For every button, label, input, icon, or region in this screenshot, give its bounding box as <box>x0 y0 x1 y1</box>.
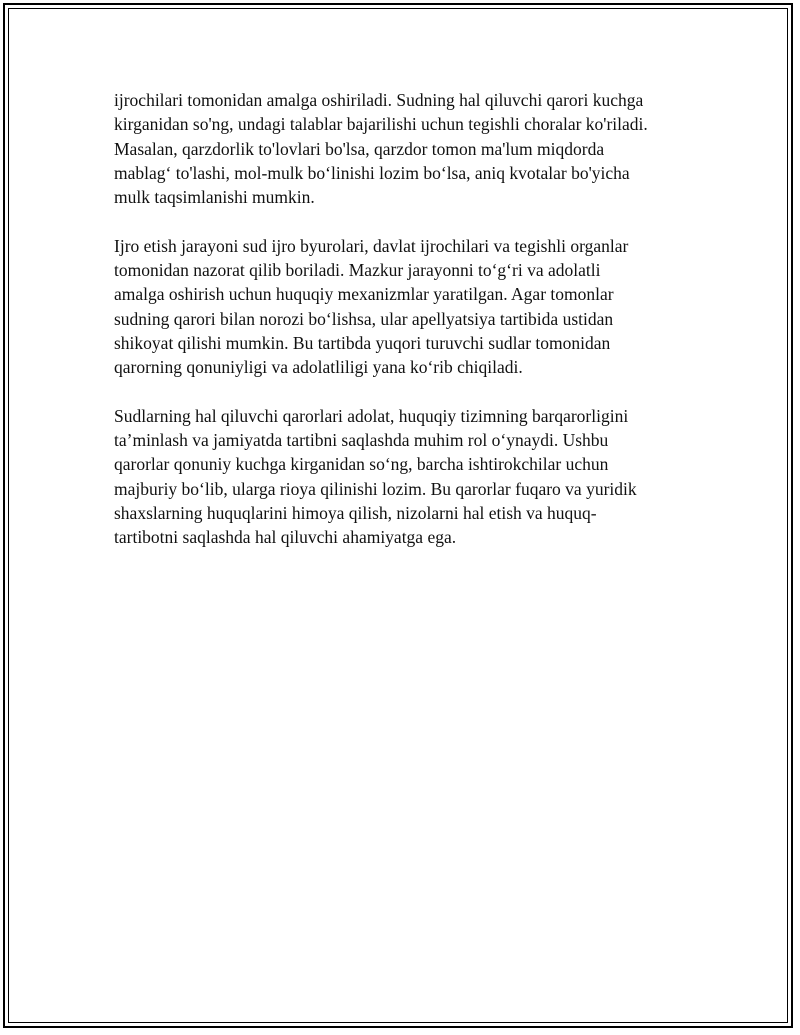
text-line: qarorning qonuniyligi va adolatliligi yana ko‘rib chiqiladi. <box>114 357 523 378</box>
text-line: kirganidan so'ng, undagi talablar bajarilishi uchun tegishli choralar ko'riladi. <box>114 114 648 135</box>
paragraph-3 <box>114 404 704 550</box>
text-line: tartibotni saqlashda hal qiluvchi ahamiyatga ega. <box>114 527 457 548</box>
document-body <box>114 88 704 574</box>
text-line: mulk taqsimlanishi mumkin. <box>114 187 315 208</box>
text-line: Sudlarning hal qiluvchi qarorlari adolat, huquqiy tizimning barqarorligini <box>114 405 629 426</box>
text-line: shikoyat qilishi mumkin. Bu tartibda yuqori turuvchi sudlar tomonidan <box>114 332 611 353</box>
text-line: Ijro etish jarayoni sud ijro byurolari, davlat ijrochilari va tegishli organlar <box>114 235 629 256</box>
text-line: qarorlar qonuniy kuchga kirganidan so‘ng, barcha ishtirokchilar uchun <box>114 454 609 475</box>
text-line: majburiy bo‘lib, ularga rioya qilinishi lozim. Bu qarorlar fuqaro va yuridik <box>114 478 637 499</box>
text-line: ta’minlash va jamiyatda tartibni saqlashda muhim rol o‘ynaydi. Ushbu <box>114 430 609 451</box>
text-line: shaxslarning huquqlarini himoya qilish, nizolarni hal etish va huquq- <box>114 503 597 524</box>
text-line: sudning qarori bilan norozi bo‘lishsa, ular apellyatsiya tartibida ustidan <box>114 308 614 329</box>
text-line: amalga oshirish uchun huquqiy mexanizmlar yaratilgan. Agar tomonlar <box>114 284 614 305</box>
paragraph-2 <box>114 234 704 380</box>
text-line: mablag‘ to'lashi, mol-mulk bo‘linishi lozim bo‘lsa, aniq kvotalar bo'yicha <box>114 162 630 183</box>
text-line: Masalan, qarzdorlik to'lovlari bo'lsa, qarzdor tomon ma'lum miqdorda <box>114 138 605 159</box>
text-line: ijrochilari tomonidan amalga oshiriladi. Sudning hal qiluvchi qarori kuchga <box>114 90 644 110</box>
paragraph-1 <box>114 88 704 209</box>
text-line: tomonidan nazorat qilib boriladi. Mazkur jarayonni to‘g‘ri va adolatli <box>114 260 601 281</box>
